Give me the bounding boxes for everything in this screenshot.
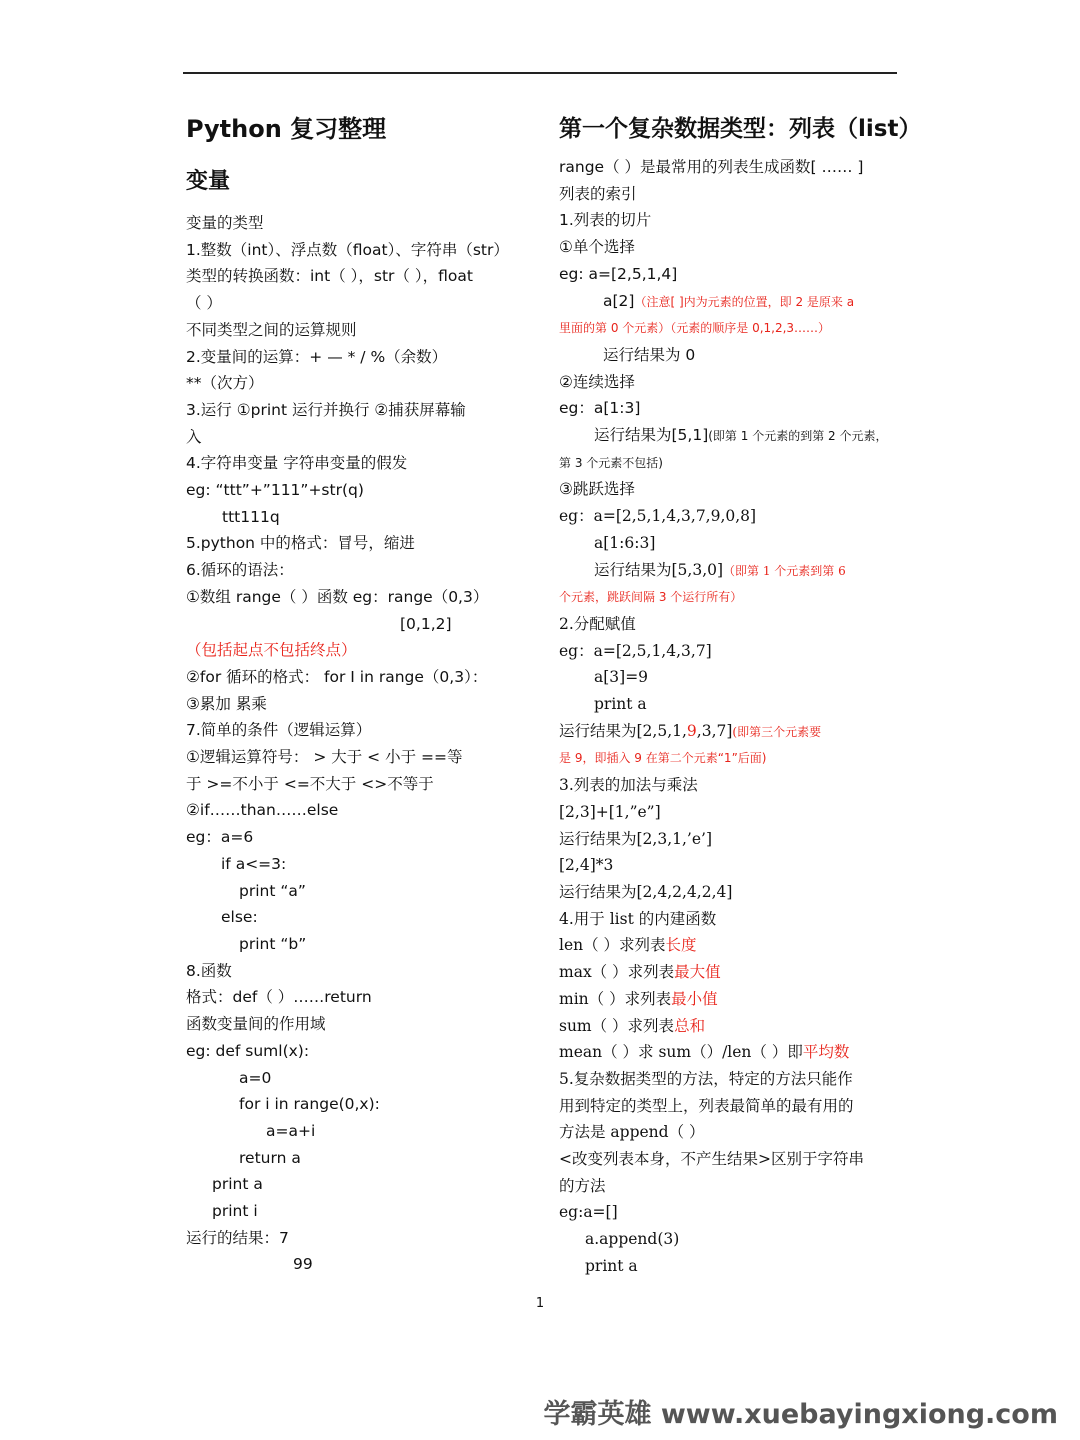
text-line: range（ ）是最常用的列表生成函数[ …… ]	[559, 158, 864, 176]
text-line: 运行结果为[2,4,2,4,2,4]	[559, 882, 733, 901]
result-span: 运行结果为[2,5,1,	[559, 721, 687, 740]
text-line: ②if……than……else	[186, 801, 339, 820]
text-line: eg:a=[]	[559, 1203, 618, 1222]
text-line: 是 9，即插入 9 在第二个元素“1”后面)	[559, 751, 767, 766]
text-line: a=0	[239, 1068, 272, 1087]
page-number: 1	[535, 1296, 545, 1311]
text-line	[559, 422, 904, 450]
text-line: 个元素，跳跃间隔 3 个运行所有）	[559, 590, 743, 605]
text-line: eg: a=[2,5,1,4]	[559, 264, 678, 283]
text-line: eg：a=6	[186, 828, 254, 847]
text-line: 格式：def（ ）……return	[186, 988, 372, 1007]
text-line: ttt111q	[222, 507, 280, 526]
doc-title: Python 复习整理	[186, 115, 387, 143]
text-line: a.append(3)	[585, 1230, 680, 1249]
highlight-span: 最大值	[674, 963, 721, 982]
func-span: max（ ）求列表	[559, 963, 675, 982]
text-line: 2.变量间的运算：+ — * / %（余数）	[186, 347, 448, 366]
text-line: ①逻辑运算符号： > 大于 < 小于 ==等	[186, 748, 463, 767]
text-line: ②for 循环的格式： for I in range（0,3）：	[186, 667, 488, 686]
text-line: for i in range(0,x):	[239, 1095, 380, 1114]
result-span: 运行结果为[5,3,0]	[594, 560, 724, 579]
text-line: print “b”	[239, 934, 307, 953]
text-line: 第 3 个元素不包括)	[559, 455, 663, 470]
text-line: eg：a[1:3]	[559, 399, 641, 418]
result-span: ,3,7]	[696, 721, 733, 740]
func-span: min（ ）求列表	[559, 989, 672, 1008]
text-line: 运行结果为 0	[603, 345, 696, 364]
text-line: eg：a=[2,5,1,4,3,7]	[559, 641, 712, 660]
text-line: **（次方）	[186, 374, 264, 393]
text-line: [2,3]+[1,”e”]	[559, 802, 661, 821]
text-line: print i	[212, 1202, 258, 1221]
text-line: [0,1,2]	[400, 614, 452, 633]
text-line: else:	[221, 908, 258, 927]
text-line: 2.分配赋值	[559, 614, 636, 633]
text-line: a[1:6:3]	[594, 533, 656, 552]
text-line: （包括起点不包括终点）	[186, 641, 357, 660]
text-line: [2,4]*3	[559, 856, 614, 875]
highlight-span: 长度	[665, 936, 697, 955]
text-line: 4.用于 list 的内建函数	[559, 909, 717, 928]
text-line: 变量的类型	[186, 214, 264, 232]
text-line: eg: “ttt”+”111”+str(q)	[186, 481, 364, 500]
text-line: 入	[186, 427, 202, 446]
note-span: （注意[ ]内为元素的位置，即 2 是原来 a	[634, 294, 855, 309]
watermark: 学霸英雄 www.xuebayingxiong.com	[543, 1399, 1058, 1430]
text-line	[559, 288, 904, 316]
text-line: ③跳跃选择	[559, 480, 635, 499]
text-line: a[3]=9	[594, 668, 649, 687]
text-line: 函数变量间的作用域	[186, 1015, 326, 1034]
text-line: 运行结果为[2,3,1,’e’]	[559, 829, 712, 848]
text-line: 用到特定的类型上，列表最简单的最有用的	[559, 1096, 854, 1115]
text-line	[559, 932, 904, 959]
func-span: sum（ ）求列表	[559, 1016, 675, 1035]
highlight-span: 总和	[674, 1016, 706, 1035]
text-line	[559, 718, 904, 746]
text-line: 1.整数（int）、浮点数（float）、字符串（str）	[186, 240, 509, 259]
text-line: 不同类型之间的运算规则	[186, 320, 357, 339]
note-span: (即第 1 个元素的到第 2 个元素，	[708, 429, 888, 444]
text-line: print “a”	[239, 881, 306, 900]
left-column	[186, 104, 531, 1278]
text-line: if a<=3:	[221, 854, 287, 873]
text-line: 里面的第 0 个元素）（元素的顺序是 0,1,2,3……）	[559, 321, 831, 336]
text-line: ③累加 累乘	[186, 694, 267, 713]
right-column	[559, 104, 922, 1280]
text-line: ①数组 range（ ）函数 eg：range（0,3）	[186, 587, 489, 606]
func-span: len（ ）求列表	[559, 936, 666, 955]
note-span: （即第 1 个元素到第 6	[723, 563, 846, 578]
func-span: mean（ ）求 sum（）/len（ ）即	[559, 1043, 803, 1062]
text-line: 7.简单的条件（逻辑运算）	[186, 721, 372, 740]
result-span: 运行结果为[5,1]	[594, 426, 709, 445]
text-line: 列表的索引	[559, 184, 637, 203]
text-line: 5.python 中的格式：冒号，缩进	[186, 534, 415, 553]
note-span: (即第三个元素要	[732, 724, 822, 739]
text-line: 方法是 append（ ）	[559, 1123, 705, 1142]
text-line: 6.循环的语法：	[186, 561, 294, 580]
text-line	[559, 1039, 904, 1066]
text-line: 1.列表的切片	[559, 211, 652, 230]
text-line	[559, 986, 904, 1013]
text-line: return a	[239, 1148, 301, 1167]
text-line: print a	[594, 695, 647, 714]
text-line: a=a+i	[266, 1121, 316, 1140]
text-line: ①单个选择	[559, 238, 635, 257]
text-line: eg：a=[2,5,1,4,3,7,9,0,8]	[559, 507, 757, 526]
text-line: 4.字符串变量 字符串变量的假发	[186, 454, 408, 473]
text-line: print a	[212, 1175, 263, 1194]
text-line: 于 >=不小于 <=不大于 <>不等于	[186, 774, 434, 793]
highlight-span: 9	[686, 721, 697, 740]
highlight-span: 平均数	[802, 1043, 850, 1062]
text-line: 的方法	[559, 1176, 606, 1195]
text-line: 8.函数	[186, 961, 232, 980]
text-line: ②连续选择	[559, 372, 635, 391]
section-heading-list: 第一个复杂数据类型：列表（list）	[559, 116, 922, 142]
text-line: 类型的转换函数：int（ ），str（ ），float	[186, 267, 473, 286]
header-rule	[183, 72, 897, 74]
text-line	[559, 557, 904, 585]
text-line: 3.运行 ①print 运行并换行 ②捕获屏幕输	[186, 400, 466, 419]
section-heading-variables: 变量	[186, 169, 231, 194]
text-line: 3.列表的加法与乘法	[559, 776, 698, 795]
code-span: a[2]	[603, 291, 635, 310]
text-line: 99	[293, 1255, 313, 1274]
text-line: 运行的结果：7	[186, 1228, 289, 1247]
text-line: eg: def suml(x):	[186, 1041, 310, 1060]
text-line	[559, 1013, 904, 1040]
highlight-span: 最小值	[671, 989, 718, 1008]
text-line: （ ）	[186, 294, 222, 313]
text-line: 5.复杂数据类型的方法，特定的方法只能作	[559, 1069, 853, 1088]
text-line: print a	[585, 1256, 638, 1275]
text-line	[559, 959, 904, 986]
text-line: <改变列表本身，不产生结果>区别于字符串	[559, 1150, 864, 1169]
